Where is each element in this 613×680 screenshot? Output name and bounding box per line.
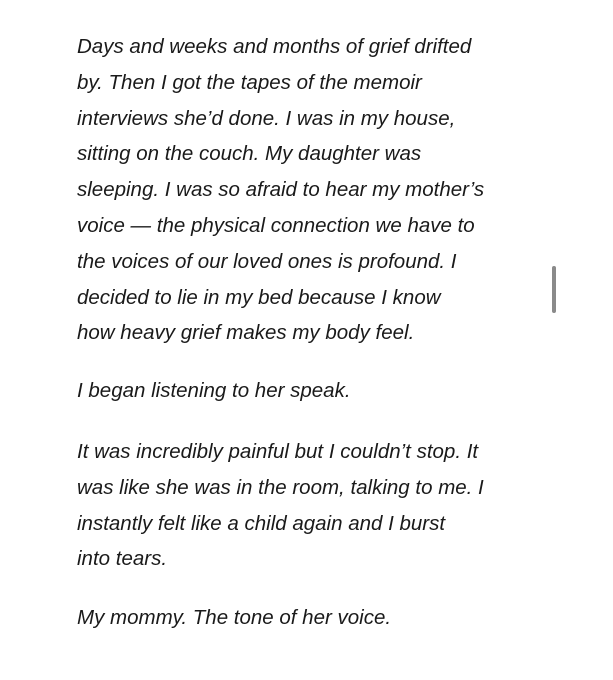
text-line: by. Then I got the tapes of the memoir xyxy=(77,70,422,94)
paragraph-painful xyxy=(77,434,577,577)
text-line: the voices of our loved ones is profound. I xyxy=(77,249,457,273)
text-line: sitting on the couch. My daughter was xyxy=(77,142,422,166)
scrollbar-thumb[interactable] xyxy=(552,266,556,313)
paragraph-mommy xyxy=(77,600,577,636)
paragraph-grief xyxy=(77,29,577,351)
text-line: interviews she’d done. I was in my house, xyxy=(77,106,456,130)
text-line: My mommy. The tone of her voice. xyxy=(77,606,392,629)
text-line: decided to lie in my bed because I know xyxy=(77,285,441,309)
text-line: was like she was in the room, talking to me. I xyxy=(77,475,484,499)
text-line: instantly felt like a child again and I burst xyxy=(77,511,446,535)
text-line: I began listening to her speak. xyxy=(77,379,351,402)
text-line: into tears. xyxy=(77,547,168,571)
text-line: voice — the physical connection we have to xyxy=(77,213,475,237)
text-line: Days and weeks and months of grief drifted xyxy=(77,35,472,58)
text-line: sleeping. I was so afraid to hear my mother’s xyxy=(77,178,485,202)
paragraph-listening xyxy=(77,373,577,409)
text-line: how heavy grief makes my body feel. xyxy=(77,321,415,345)
text-line: It was incredibly painful but I couldn’t stop. It xyxy=(77,440,479,463)
